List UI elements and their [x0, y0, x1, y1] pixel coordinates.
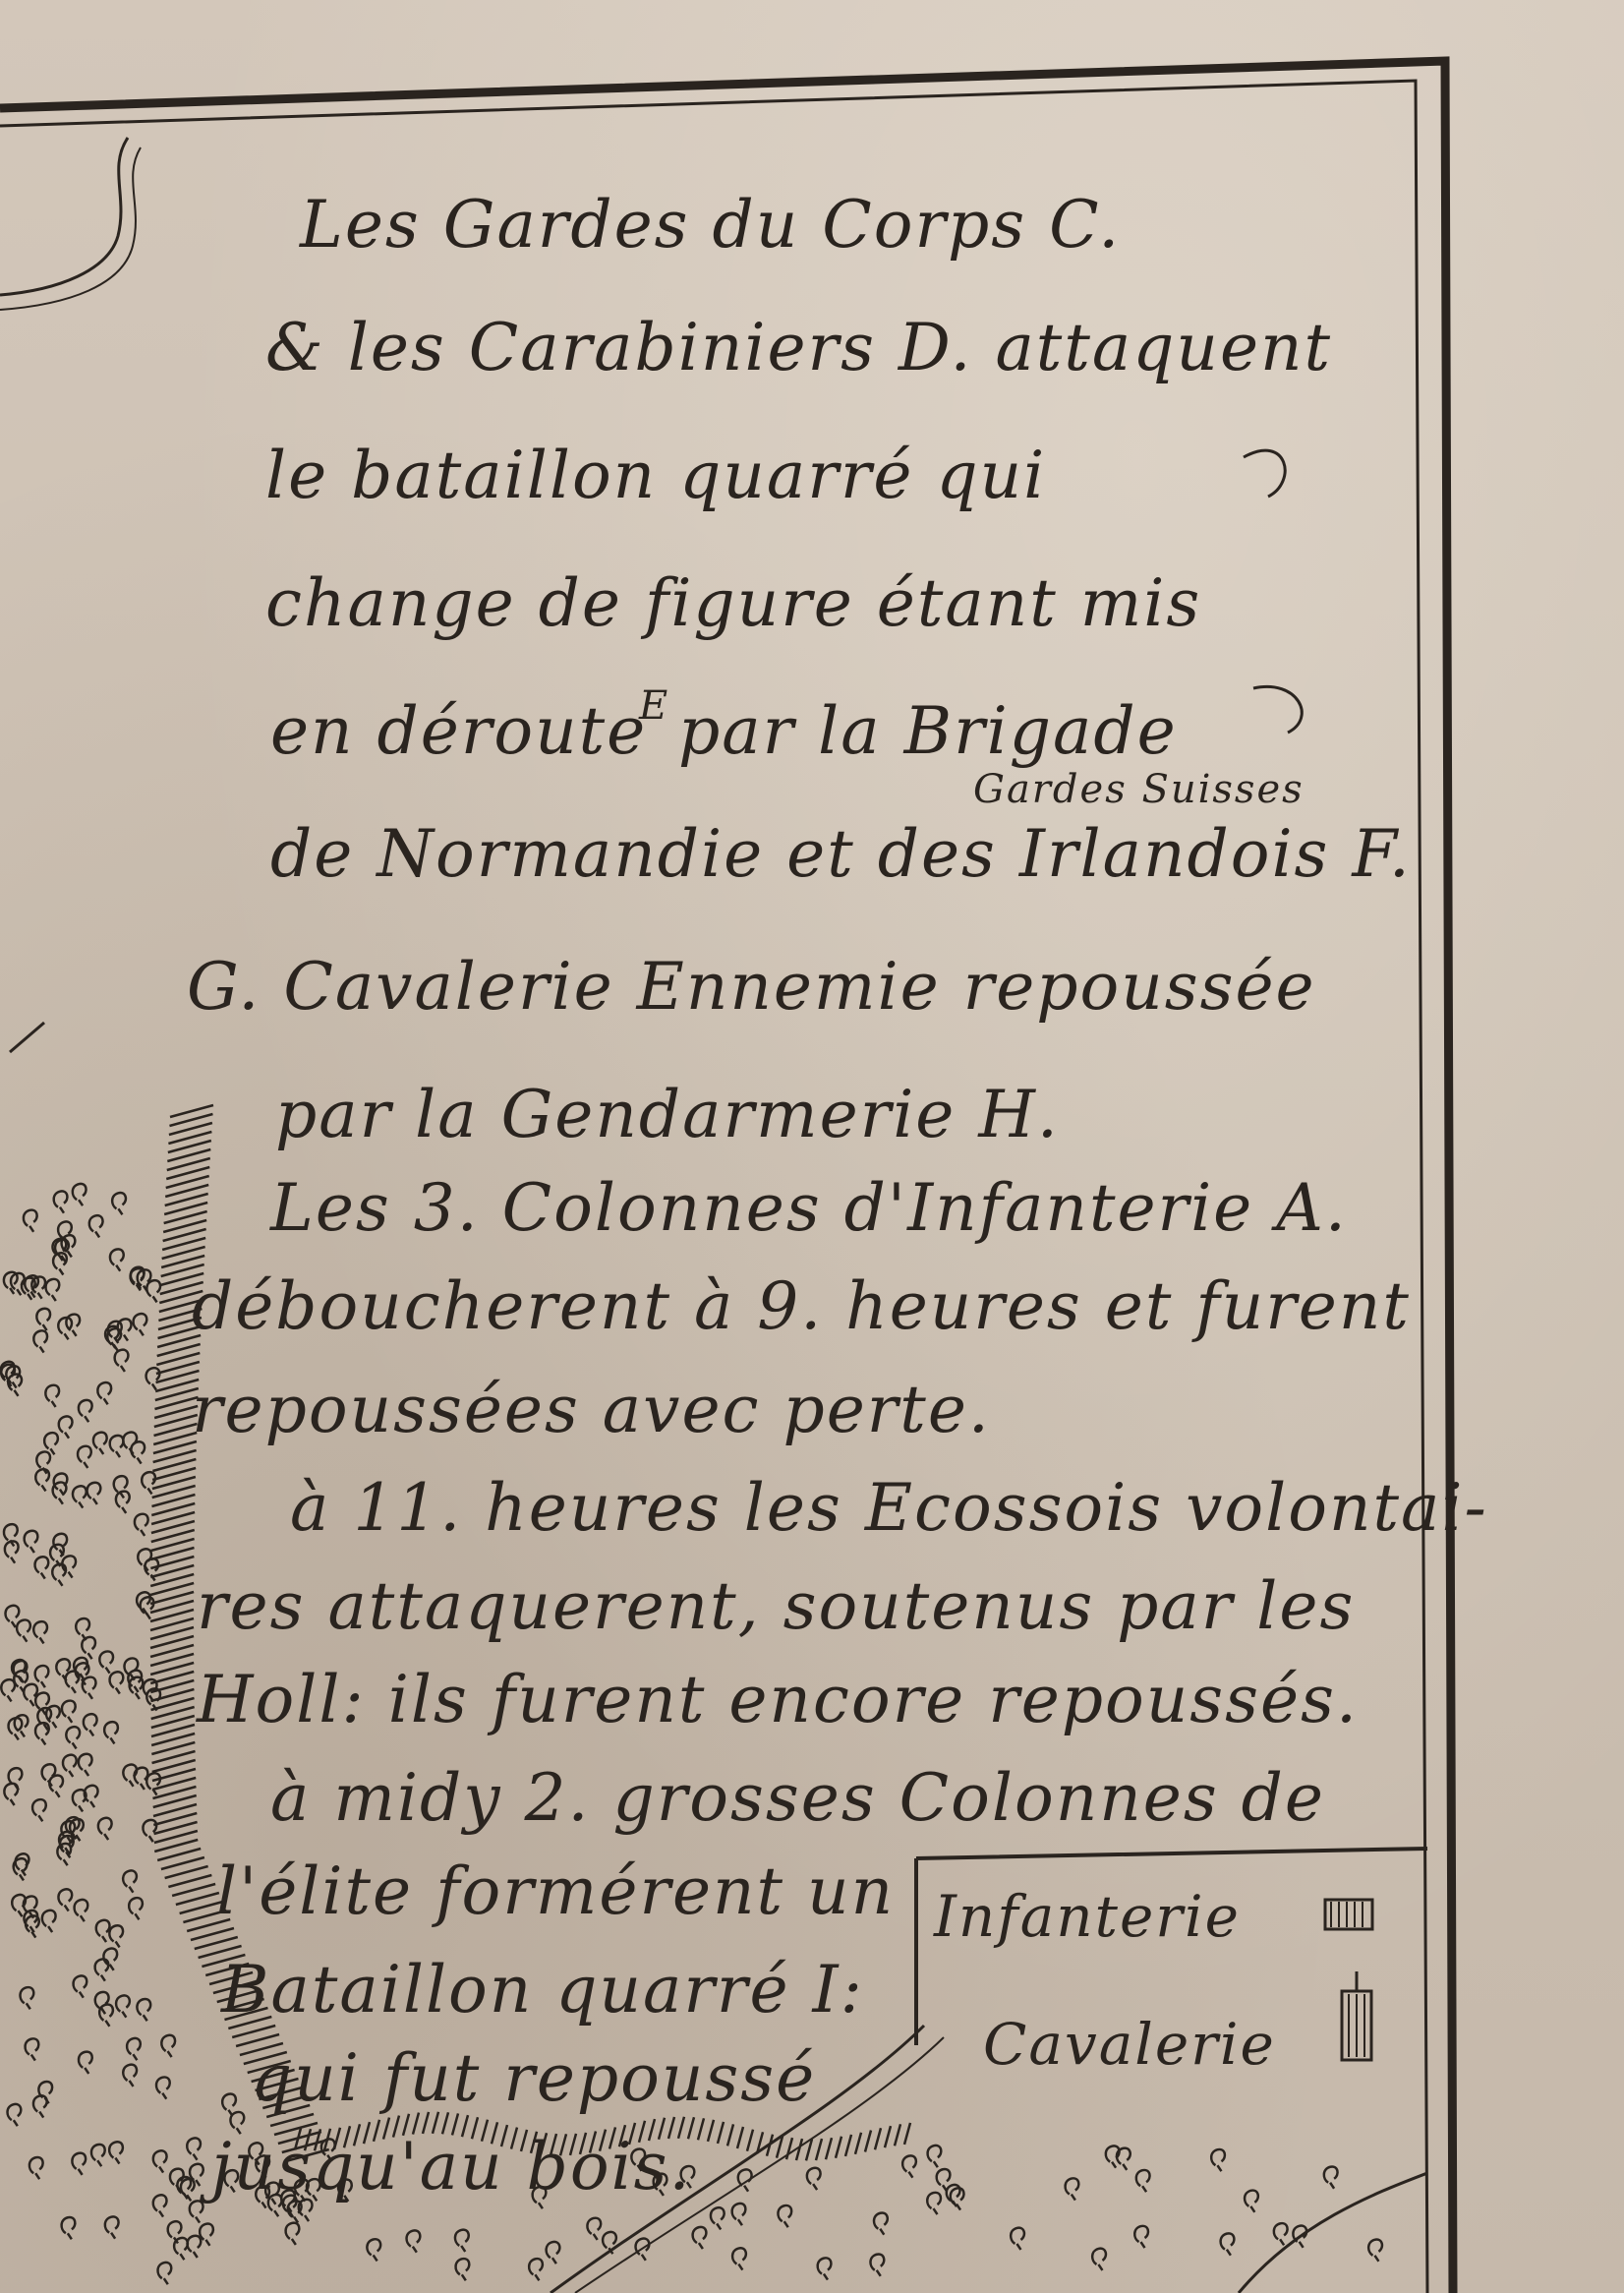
tree-mark	[79, 1400, 92, 1422]
tree-mark	[1, 1679, 15, 1701]
tree-mark	[17, 1619, 30, 1641]
tree-mark	[732, 2204, 746, 2225]
tree-mark	[146, 1280, 160, 1302]
hatch-stroke	[727, 2124, 733, 2146]
tree-mark	[137, 1592, 150, 1614]
tree-mark	[168, 2221, 182, 2243]
note-line-13: res attaquerent, soutenus par les	[197, 1568, 1356, 1644]
tree-mark	[62, 2217, 76, 2239]
tree-mark	[174, 2238, 188, 2260]
tree-mark	[161, 2035, 175, 2057]
hatch-stroke	[172, 1884, 215, 1896]
tree-mark	[104, 1722, 118, 1743]
tree-mark	[109, 1925, 123, 1947]
tree-mark	[72, 2153, 86, 2175]
text-bracket-1	[1244, 450, 1285, 497]
tree-mark	[116, 1995, 130, 2017]
tree-mark	[95, 1992, 109, 2014]
hatch-stroke	[165, 1866, 208, 1878]
tree-mark	[1092, 2249, 1106, 2270]
tree-mark	[93, 1433, 107, 1454]
note-line-5-marker: E	[639, 683, 670, 729]
tree-mark	[74, 1975, 87, 1997]
tree-mark	[8, 2104, 22, 2126]
hatch-stroke	[845, 2135, 851, 2156]
hatch-stroke	[875, 2128, 881, 2149]
tree-mark	[73, 1184, 87, 1205]
tree-mark	[156, 2077, 170, 2098]
tree-mark	[42, 1764, 56, 1786]
tree-mark	[141, 1597, 154, 1618]
tree-mark	[25, 1531, 38, 1553]
tree-mark	[127, 2038, 141, 2060]
hatch-stroke	[855, 2133, 861, 2154]
note-line-11: repoussées avec perte.	[192, 1372, 991, 1447]
tree-mark	[96, 1920, 110, 1942]
tree-mark	[123, 1433, 137, 1454]
hatch-stroke	[176, 1893, 219, 1905]
note-line-8: par la Gendarmerie H.	[275, 1077, 1060, 1152]
tree-mark	[26, 2038, 39, 2060]
tree-mark	[9, 1768, 23, 1790]
note-line-5b: par la Brigade	[678, 693, 1178, 769]
tree-mark	[778, 2205, 791, 2227]
tree-mark	[732, 2248, 746, 2269]
hatch-stroke	[904, 2123, 910, 2145]
hatch-stroke	[865, 2131, 871, 2152]
hatch-stroke	[747, 2130, 753, 2151]
tree-mark	[46, 1279, 60, 1301]
note-line-5a: en déroute	[270, 693, 648, 769]
tree-mark	[407, 2230, 421, 2252]
tree-mark	[56, 1659, 70, 1680]
tree-mark	[115, 1350, 129, 1372]
tree-mark	[35, 1723, 49, 1744]
note-line-9: Les 3. Colonnes d'Infanterie A.	[270, 1170, 1348, 1246]
note-line-1: Les Gardes du Corps C.	[300, 187, 1122, 263]
tree-mark	[42, 1911, 56, 1932]
tree-mark	[84, 1714, 97, 1735]
tree-mark	[807, 2168, 821, 2190]
tree-mark	[98, 1818, 112, 1840]
hatch-stroke	[718, 2122, 724, 2144]
hatch-stroke	[885, 2126, 891, 2147]
note-line-17: Bataillon quarré I:	[221, 1952, 864, 2028]
tree-mark	[57, 1844, 71, 1865]
tree-mark	[146, 1773, 160, 1794]
note-line-10: déboucherent à 9. heures et furent	[192, 1268, 1411, 1344]
tree-mark	[1136, 2170, 1150, 2192]
tree-mark	[97, 1382, 111, 1404]
stream	[1239, 2173, 1427, 2293]
tree-mark	[29, 2157, 43, 2179]
tree-mark	[123, 2065, 137, 2087]
tree-mark	[693, 2227, 707, 2249]
note-line-4: change de figure étant mis	[265, 565, 1202, 641]
tree-mark	[153, 2195, 167, 2216]
tree-mark	[286, 2223, 300, 2245]
hatch-stroke	[895, 2124, 900, 2146]
tree-mark	[135, 1514, 148, 1536]
hatch-stroke	[191, 1928, 234, 1940]
tree-mark	[547, 2242, 560, 2264]
tree-mark	[79, 2052, 92, 2074]
tree-mark	[110, 1436, 124, 1457]
tree-mark	[455, 2230, 469, 2252]
tree-mark	[367, 2239, 380, 2261]
hatch-stroke	[786, 2138, 792, 2159]
tree-mark	[1368, 2240, 1382, 2262]
tree-mark	[137, 1999, 150, 2021]
tree-mark	[1211, 2149, 1225, 2171]
note-line-18: qui fut repoussé	[251, 2040, 817, 2116]
tree-mark	[587, 2218, 601, 2240]
note-line-12: à 11. heures les Ecossois volontai-	[290, 1470, 1488, 1546]
tree-mark	[82, 1637, 95, 1659]
tree-mark	[33, 1621, 47, 1643]
hatch-stroke	[698, 2118, 704, 2140]
tree-mark	[1274, 2223, 1288, 2245]
tree-mark	[928, 2146, 942, 2167]
tree-mark	[38, 2082, 52, 2103]
tree-mark	[1134, 2226, 1148, 2248]
tree-mark	[1221, 2233, 1235, 2255]
hatch-stroke	[816, 2139, 822, 2160]
hatch-stroke	[826, 2138, 832, 2159]
tree-mark	[89, 1215, 103, 1237]
cavalry-symbol-icon	[1342, 1971, 1371, 2060]
tree-mark	[870, 2255, 884, 2276]
tree-mark	[34, 1557, 48, 1578]
tree-mark	[62, 1701, 76, 1723]
note-line-16: l'élite formérent un	[216, 1853, 896, 1929]
note-line-3: le bataillon quarré qui	[265, 438, 1047, 513]
tree-mark	[73, 1486, 87, 1507]
note-line-7: G. Cavalerie Ennemie repoussée	[187, 949, 1316, 1025]
note-line-14: Holl: ils furent encore repoussés.	[197, 1662, 1359, 1737]
tree-mark	[87, 1483, 101, 1504]
tree-mark	[66, 1727, 80, 1748]
note-line-15: à midy 2. grosses Colonnes de	[270, 1760, 1325, 1836]
tree-mark	[99, 2005, 113, 2027]
tree-mark	[1245, 2191, 1258, 2212]
tree-mark	[75, 1900, 88, 1921]
map-mark	[10, 1023, 44, 1052]
hatch-stroke	[195, 1937, 238, 1949]
tree-mark	[54, 1191, 68, 1212]
tree-mark	[58, 1318, 72, 1339]
coastline	[0, 138, 128, 295]
tree-mark	[1324, 2166, 1338, 2188]
tree-mark	[83, 1677, 96, 1699]
tree-mark	[112, 1193, 126, 1214]
tree-mark	[32, 1799, 46, 1821]
tree-mark	[711, 2207, 725, 2229]
tree-mark	[142, 1472, 155, 1494]
tree-mark	[35, 1666, 49, 1687]
tree-mark	[109, 2142, 123, 2163]
tree-mark	[1117, 2148, 1131, 2170]
tree-mark	[146, 1368, 160, 1389]
tree-mark	[91, 2145, 105, 2166]
hatch-stroke	[737, 2127, 743, 2148]
tree-mark	[190, 2201, 203, 2222]
tree-mark	[951, 2188, 964, 2209]
hatch-stroke	[168, 1875, 211, 1887]
tree-mark	[818, 2258, 832, 2279]
tree-mark	[36, 1309, 50, 1330]
tree-mark	[24, 1210, 37, 1232]
tree-mark	[902, 2155, 916, 2177]
note-line-6-superscript: Gardes Suisses	[973, 767, 1305, 812]
tree-mark	[78, 1446, 91, 1468]
tree-mark	[16, 1853, 29, 1875]
tree-mark	[123, 1870, 137, 1892]
tree-mark	[874, 2212, 888, 2234]
tree-mark	[1011, 2228, 1024, 2250]
note-line-2: & les Carabiniers D. attaquent	[265, 310, 1333, 385]
tree-mark	[188, 2236, 202, 2258]
text-bracket-2	[1253, 686, 1302, 733]
tree-mark	[20, 1987, 33, 2009]
hatch-stroke	[157, 1849, 201, 1860]
tree-mark	[110, 1249, 124, 1270]
legend-infantry-label: Infanterie	[934, 1883, 1241, 1950]
tree-mark	[110, 1672, 124, 1693]
tree-mark	[58, 1889, 72, 1911]
note-line-6: de Normandie et des Irlandois F.	[270, 816, 1412, 892]
tree-mark	[143, 1820, 156, 1842]
tree-mark	[153, 2150, 167, 2172]
legend-cavalry-label: Cavalerie	[983, 2011, 1276, 2078]
note-line-19: jusqu'au bois.	[211, 2129, 692, 2205]
tree-mark	[134, 1314, 147, 1335]
tree-mark	[99, 1651, 113, 1673]
tree-mark	[927, 2193, 941, 2214]
tree-mark	[105, 2216, 119, 2238]
tree-mark	[187, 2138, 201, 2159]
tree-mark	[63, 1755, 77, 1777]
tree-mark	[79, 1754, 92, 1776]
infantry-symbol-icon	[1325, 1900, 1372, 1929]
tree-mark	[45, 1385, 59, 1407]
tree-mark	[456, 2259, 470, 2280]
tree-mark	[158, 2263, 172, 2284]
hatch-stroke	[161, 1857, 204, 1869]
tree-mark	[529, 2259, 543, 2280]
hatch-stroke	[836, 2137, 841, 2158]
tree-mark	[33, 1330, 47, 1352]
tree-mark	[129, 1898, 143, 1919]
hatch-stroke	[708, 2120, 714, 2142]
tree-mark	[1066, 2178, 1079, 2200]
tree-mark	[59, 1416, 73, 1438]
